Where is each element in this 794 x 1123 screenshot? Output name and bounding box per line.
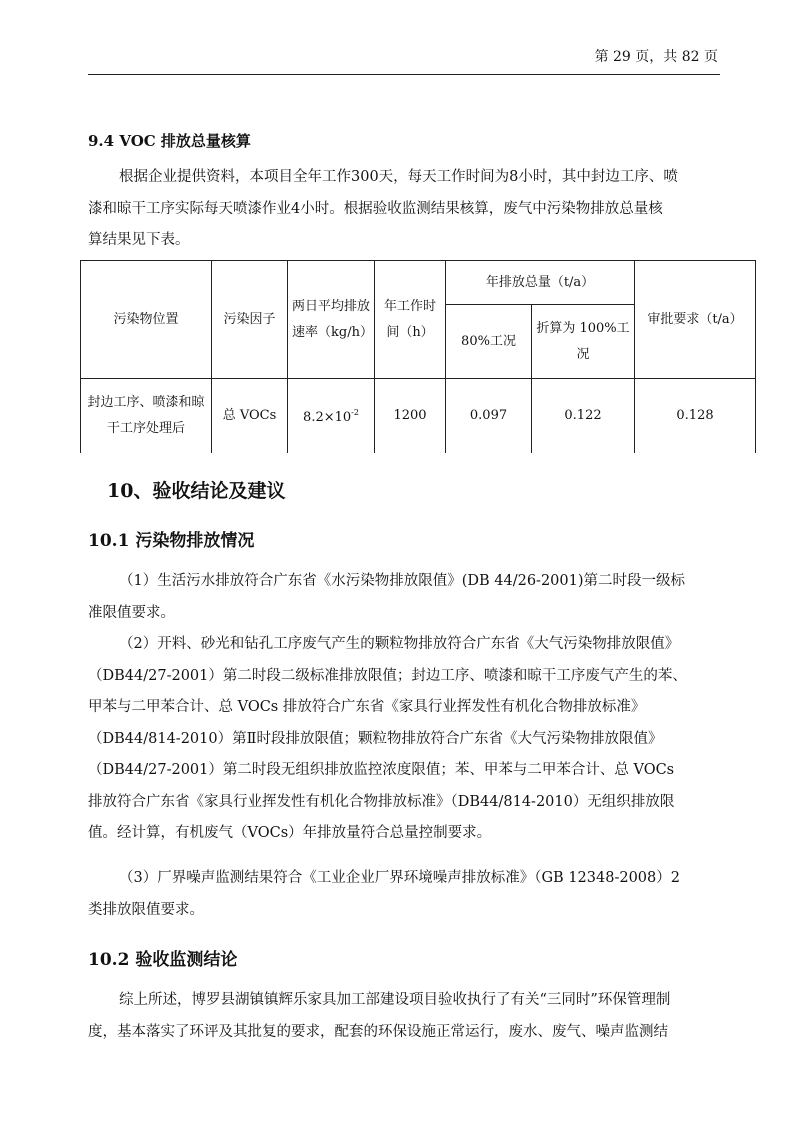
paragraph-line: （1）生活污水排放符合广东省《水污染物排放限值》(DB 44/26-2001)第二时段一级标: [119, 573, 686, 589]
header-annual-total: 年排放总量（t/a）: [446, 261, 635, 305]
section-9-4-paragraph: [88, 162, 720, 257]
header-cond-100: 折算为 100%工况: [532, 305, 635, 379]
cell-location: 封边工序、喷漆和晾干工序处理后: [81, 379, 212, 453]
section-10-2-paragraph: [88, 985, 720, 1048]
cell-cond-80: 0.097: [446, 379, 532, 453]
cell-approval: 0.128: [635, 379, 756, 453]
page-header: [88, 44, 720, 75]
rate-base: 8.2×10: [303, 410, 352, 426]
item-3: [88, 863, 720, 926]
paragraph-line: （DB44/814-2010）第Ⅱ时段排放限值；颗粒物排放符合广东省《大气污染物排放限值》: [88, 730, 663, 747]
cell-factor: 总 VOCs: [212, 379, 288, 453]
paragraph-line: 度，基本落实了环评及其批复的要求，配套的环保设施正常运行，废水、废气、噪声监测结: [88, 1023, 668, 1040]
section-10-1-title: 10.1 污染物排放情况: [88, 531, 255, 551]
paragraph-line: 漆和晾干工序实际每天喷漆作业4小时。根据验收监测结果核算，废气中污染物排放总量核: [88, 200, 663, 217]
section-10-title: 10、验收结论及建议: [107, 480, 286, 502]
paragraph-line: 类排放限值要求。: [88, 901, 204, 918]
table-row: [81, 379, 756, 453]
header-location: 污染物位置: [81, 261, 212, 379]
paragraph-line: （2）开料、砂光和钻孔工序废气产生的颗粒物排放符合广东省《大气污染物排放限值》: [119, 636, 680, 652]
section-9-4-title: 9.4 VOC 排放总量核算: [88, 132, 251, 150]
cell-work-time: 1200: [375, 379, 446, 453]
item-2: [88, 629, 720, 850]
rate-exponent: -2: [351, 408, 359, 418]
section-10-2-title: 10.2 验收监测结论: [88, 950, 238, 970]
header-work-time: 年工作时间（h）: [375, 261, 446, 379]
item-1: [88, 566, 720, 629]
header-factor: 污染因子: [212, 261, 288, 379]
paragraph-line: （DB44/27-2001）第二时段无组织排放监控浓度限值；苯、甲苯与二甲苯合计、总 VOCs: [88, 762, 675, 778]
paragraph-line: 综上所述，博罗县湖镇镇辉乐家具加工部建设项目验收执行了有关“三同时”环保管理制: [119, 992, 671, 1008]
page-number: 第 29 页，共 82 页: [594, 49, 718, 65]
paragraph-line: 根据企业提供资料，本项目全年工作300天，每天工作时间为8小时，其中封边工序、喷: [119, 169, 678, 185]
cell-rate: [288, 379, 375, 453]
paragraph-line: 值。经计算，有机废气（VOCs）年排放量符合总量控制要求。: [88, 825, 492, 841]
paragraph-line: （DB44/27-2001）第二时段二级标准排放限值；封边工序、喷漆和晾干工序废气产生的苯、: [88, 667, 687, 684]
paragraph-line: 排放符合广东省《家具行业挥发性有机化合物排放标准》（DB44/814-2010）无组织排放限: [88, 793, 675, 810]
paragraph-line: 准限值要求。: [88, 604, 175, 621]
paragraph-line: 甲苯与二甲苯合计、总 VOCs 排放符合广东省《家具行业挥发性有机化合物排放标准》: [88, 699, 646, 715]
paragraph-line: （3）厂界噪声监测结果符合《工业企业厂界环境噪声排放标准》（GB 12348-2008）2: [119, 870, 680, 886]
header-rate: 两日平均排放速率（kg/h）: [288, 261, 375, 379]
header-approval: 审批要求（t/a）: [635, 261, 756, 379]
paragraph-line: 算结果见下表。: [88, 232, 190, 248]
header-cond-80: 80%工况: [446, 305, 532, 379]
cell-cond-100: 0.122: [532, 379, 635, 453]
emission-table: [80, 260, 756, 453]
